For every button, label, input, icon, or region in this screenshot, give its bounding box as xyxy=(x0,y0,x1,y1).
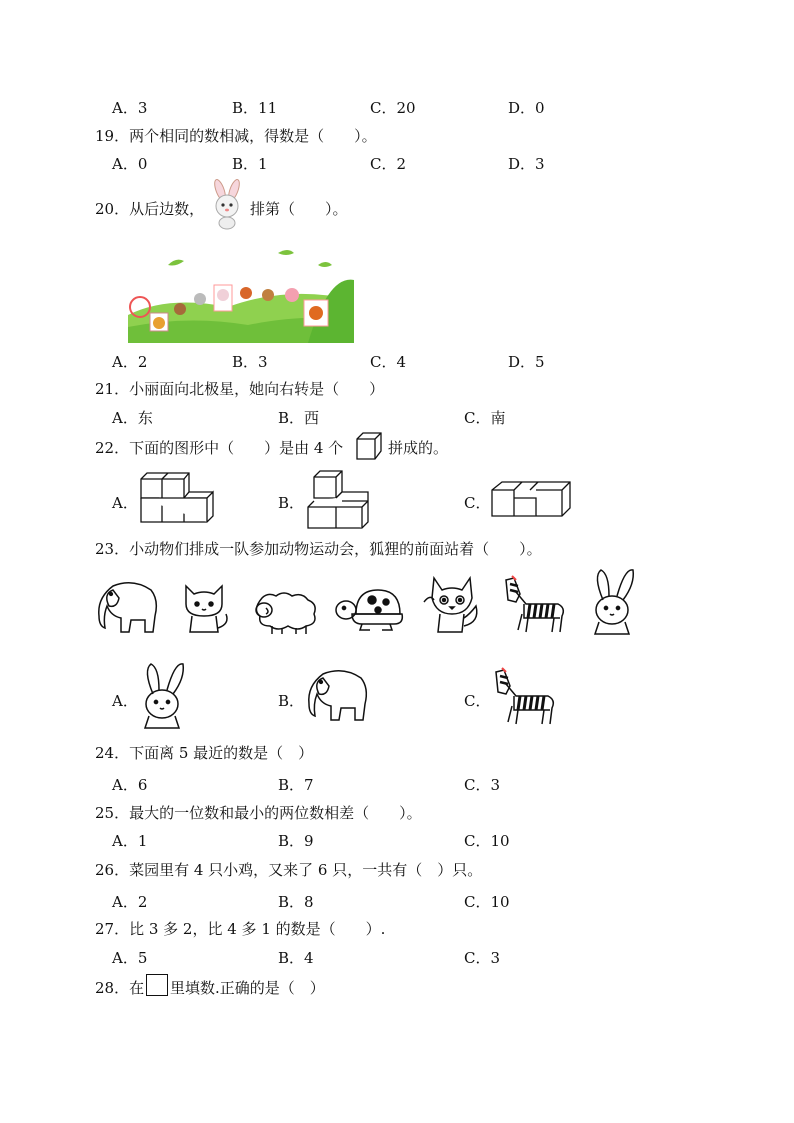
question-19-stem: 19．两个相同的数相减，得数是（ ）。 xyxy=(95,127,377,145)
option-c[interactable]: C．10 xyxy=(464,832,510,850)
fox-icon xyxy=(420,574,482,638)
option-c[interactable]: C． xyxy=(464,494,491,512)
option-a[interactable]: A．2 xyxy=(112,353,148,371)
option-a[interactable]: A．1 xyxy=(112,832,148,850)
animal-parade-illustration xyxy=(128,245,354,343)
cube-figure-a xyxy=(140,472,216,524)
option-a[interactable]: A．5 xyxy=(112,949,148,967)
option-d[interactable]: D．0 xyxy=(508,99,545,117)
option-c[interactable]: C．20 xyxy=(370,99,416,117)
cat-icon xyxy=(180,580,232,636)
sheep-icon xyxy=(248,590,320,636)
cube-figure-c xyxy=(490,480,574,520)
question-27-stem: 27．比 3 多 2，比 4 多 1 的数是（ ）. xyxy=(95,920,386,938)
option-a[interactable]: A．东 xyxy=(112,409,153,427)
option-b[interactable]: B．4 xyxy=(278,949,314,967)
question-20-stem-a: 20．从后边数， xyxy=(95,200,205,218)
question-25-stem: 25．最大的一位数和最小的两位数相差（ ）。 xyxy=(95,804,422,822)
option-c[interactable]: C．10 xyxy=(464,893,510,911)
question-23-stem: 23．小动物们排成一队参加动物运动会，狐狸的前面站着（ ）。 xyxy=(95,540,542,558)
rabbit-icon xyxy=(585,566,639,638)
elephant-icon xyxy=(303,664,375,724)
zebra-icon xyxy=(498,574,570,636)
option-b[interactable]: B．8 xyxy=(278,893,314,911)
option-b[interactable]: B． xyxy=(278,692,305,710)
option-a[interactable]: A． xyxy=(112,494,138,512)
question-22-stem-b: 拼成的。 xyxy=(388,439,449,457)
option-b[interactable]: B．1 xyxy=(232,155,268,173)
option-c[interactable]: C．南 xyxy=(464,409,506,427)
question-28-stem-a: 28．在 xyxy=(95,979,145,997)
option-b[interactable]: B．3 xyxy=(232,353,268,371)
option-b[interactable]: B．11 xyxy=(232,99,278,117)
option-a[interactable]: A．0 xyxy=(112,155,148,173)
option-a[interactable]: A．3 xyxy=(112,99,148,117)
option-b[interactable]: B．7 xyxy=(278,776,314,794)
question-21-stem: 21．小丽面向北极星，她向右转是（ ） xyxy=(95,380,385,398)
option-b[interactable]: B．9 xyxy=(278,832,314,850)
option-a[interactable]: A．2 xyxy=(112,893,148,911)
option-a[interactable]: A．6 xyxy=(112,776,148,794)
rabbit-icon xyxy=(205,178,249,230)
option-c[interactable]: C．4 xyxy=(370,353,407,371)
rabbit-icon xyxy=(135,660,189,732)
option-a[interactable]: A． xyxy=(112,692,138,710)
question-22-stem-a: 22．下面的图形中（ ）是由 4 个 xyxy=(95,439,344,457)
elephant-icon xyxy=(93,576,165,636)
turtle-icon xyxy=(332,584,406,634)
option-b[interactable]: B．西 xyxy=(278,409,320,427)
question-24-stem: 24．下面离 5 最近的数是（ ） xyxy=(95,744,314,762)
option-c[interactable]: C．3 xyxy=(464,949,501,967)
option-c[interactable]: C．2 xyxy=(370,155,407,173)
option-b[interactable]: B． xyxy=(278,494,305,512)
question-26-stem: 26．菜园里有 4 只小鸡，又来了 6 只，一共有（ ）只。 xyxy=(95,861,483,879)
answer-box[interactable] xyxy=(146,974,168,996)
option-c[interactable]: C． xyxy=(464,692,491,710)
option-d[interactable]: D．3 xyxy=(508,155,545,173)
option-d[interactable]: D．5 xyxy=(508,353,545,371)
question-20-stem-b: 排第（ ）。 xyxy=(250,200,348,218)
cube-figure-b xyxy=(306,470,370,530)
option-c[interactable]: C．3 xyxy=(464,776,501,794)
question-28-stem-b: 里填数.正确的是（ ） xyxy=(170,979,325,997)
zebra-icon xyxy=(488,666,560,728)
cube-icon xyxy=(356,432,382,460)
